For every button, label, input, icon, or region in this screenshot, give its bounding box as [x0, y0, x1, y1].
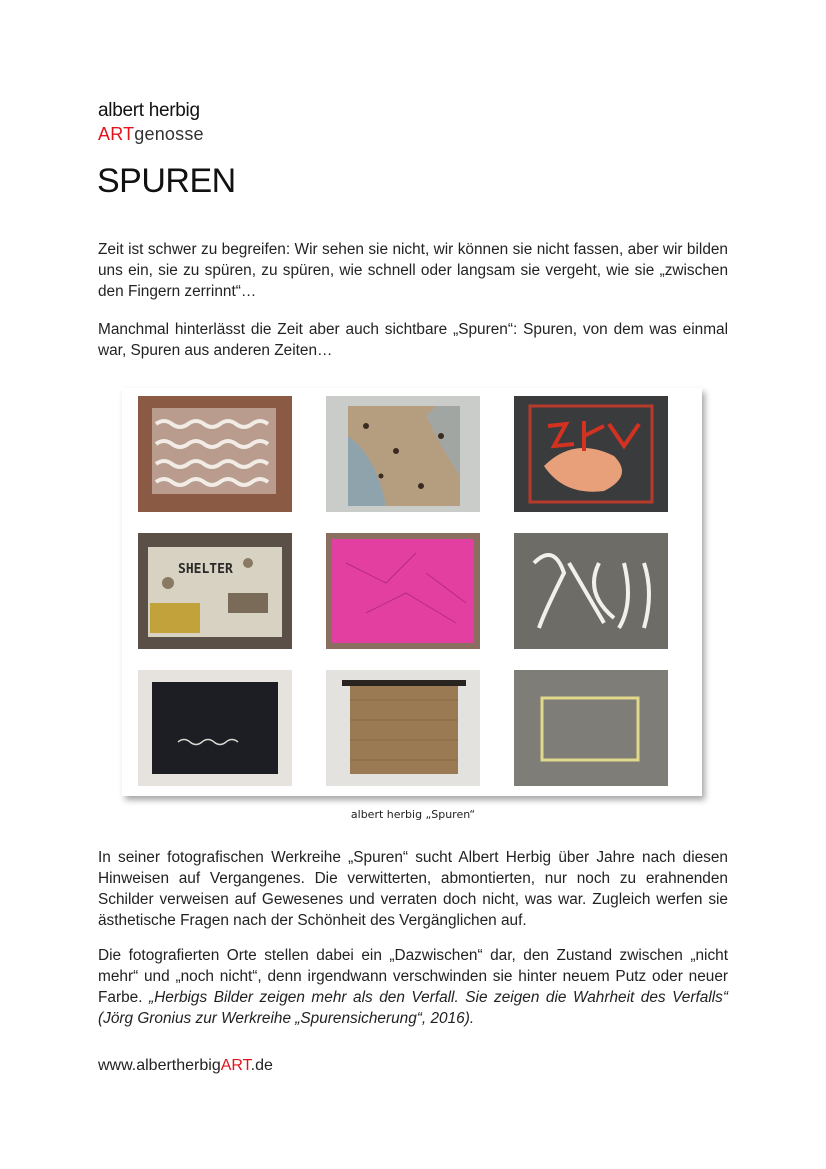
- between-paragraph: [98, 945, 728, 1029]
- author-name: albert herbig: [98, 100, 200, 121]
- photo-tile-red-graffiti: [514, 396, 668, 512]
- photo-tile-black-board: [138, 670, 292, 786]
- photo-tile-plaster: [326, 396, 480, 512]
- website-suffix: .de: [250, 1057, 273, 1074]
- photo-tile-wood-board: [326, 670, 480, 786]
- photo-tile-speckled-wall: [514, 670, 668, 786]
- brand-name: [98, 124, 204, 145]
- brand-accent: ART: [98, 124, 135, 144]
- website-accent: ART: [220, 1057, 251, 1074]
- photo-tile-shelter-sign: [138, 533, 292, 649]
- photo-tile-wavy-glass: [138, 396, 292, 512]
- series-paragraph: In seiner fotografischen Werkreihe „Spuren“ sucht Albert Herbig über Jahre nach diesen Hinweisen auf Vergangenes. Die verwitterten, abmontierten, nur noch zu erahnenden Schilder verweisen auf Gewesenes und verraten doch nicht, was war. Zugleich werfen sie ästhetische Fragen nach der Schönheit des Vergänglichen auf.: [98, 849, 728, 929]
- traces-paragraph: Manchmal hinterlässt die Zeit aber auch sichtbare „Spuren“: Spuren, von dem was einmal war, Spuren aus anderen Zeiten…: [98, 321, 728, 359]
- photo-tile-pink-panel: [326, 533, 480, 649]
- between-text: Die fotografierten Orte stellen dabei ein „Dazwischen“ dar, den Zustand zwischen „nicht mehr“ und „noch nicht“, denn irgendwann verschwinden sie hinter neuem Putz oder neuer Farbe.: [98, 947, 728, 1006]
- photo-gallery: [122, 388, 702, 796]
- brand-rest: genosse: [134, 124, 204, 144]
- intro-paragraph: Zeit ist schwer zu begreifen: Wir sehen sie nicht, wir können sie nicht fassen, aber wir bilden uns ein, sie zu spüren, zu spüren, wie schnell oder langsam sie vergeht, wie sie „zwischen den Fingern zerrinnt“…: [98, 241, 728, 300]
- gronius-quote: „Herbigs Bilder zeigen mehr als den Verfall. Sie zeigen die Wahrheit des Verfalls“ (Jörg Gronius zur Werkreihe „Spurensicherung“, 2016).: [98, 989, 728, 1027]
- website-prefix: www.albertherbig: [98, 1057, 221, 1074]
- page-title: SPUREN: [97, 162, 236, 200]
- shelter-text: SHELTER: [178, 562, 233, 577]
- website-link[interactable]: [98, 1057, 273, 1075]
- gallery-caption: albert herbig „Spuren“: [350, 808, 476, 821]
- photo-tile-white-scribble: [514, 533, 668, 649]
